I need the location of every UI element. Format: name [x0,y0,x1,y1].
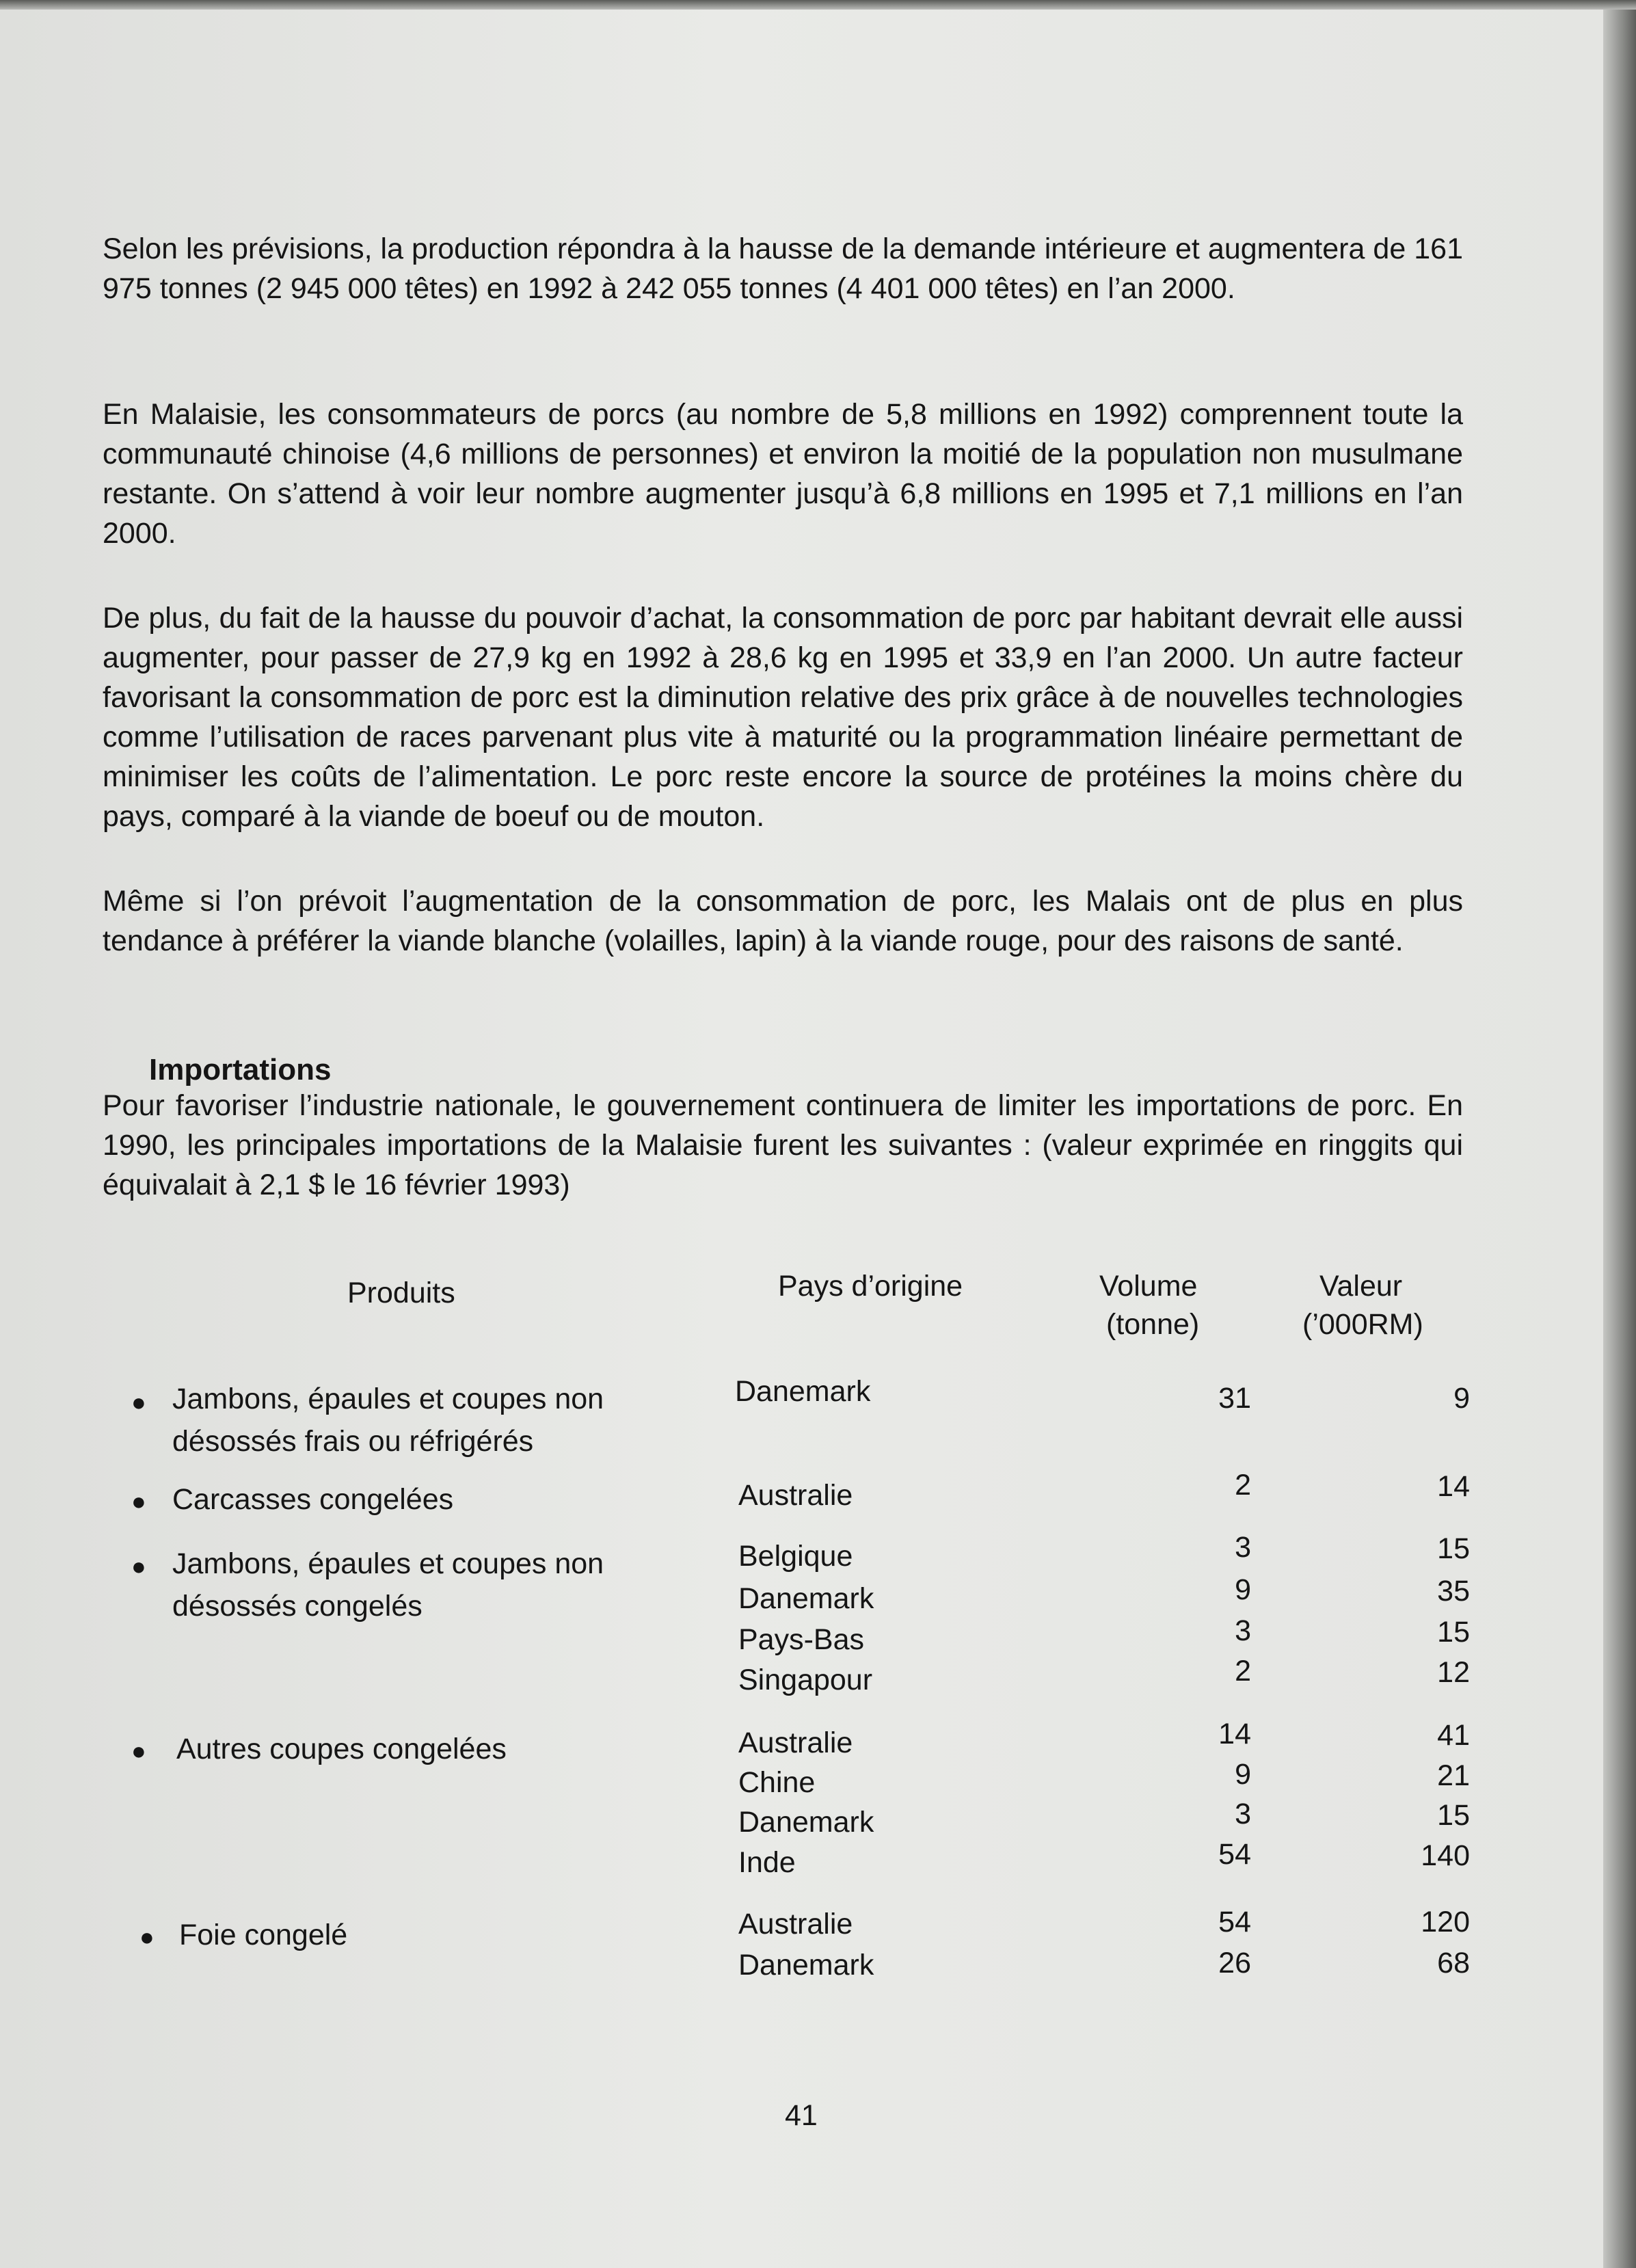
volume-cell: 26 [1218,1947,1251,1979]
volume-cell: 2 [1235,1469,1251,1502]
bullet-icon: ● [131,1487,146,1515]
country-cell: Danemark [735,1375,871,1408]
value-cell: 15 [1437,1799,1470,1832]
country-cell: Australie [738,1479,853,1512]
header-volume: Volume [1099,1270,1198,1303]
product-carcasses: Carcasses congelées [172,1483,454,1516]
paragraph-pouvoir-achat: De plus, du fait de la hausse du pouvoir d’achat, la consommation de porc par habitant devrait elle aussi augmenter, pour passer de 27,9 kg en 1992 à 28,6 kg en 1995 et 33,9 en l’an 2000. Un autre facteur favorisant la consommation de porc est la diminution relative des prix grâce à de nouvelles technologies comme l’utilisation de races parvenant plus vite à maturité ou la programmation linéaire permettant de minimiser les coûts de l’alimentation. Le porc reste encore la source de protéines la moins chère du pays, comparé à la viande de boeuf ou de mouton. [103,602,1463,833]
bullet-icon: ● [139,1923,155,1951]
country-cell: Australie [738,1908,853,1940]
country-cell: Singapour [738,1664,873,1696]
value-cell: 14 [1437,1470,1470,1503]
product-foie: Foie congelé [179,1919,348,1951]
value-cell: 9 [1453,1382,1470,1415]
header-volume-unit: (tonne) [1106,1308,1200,1341]
header-produits: Produits [347,1277,455,1309]
bullet-icon: ● [131,1388,146,1416]
country-cell: Belgique [738,1540,853,1573]
volume-cell: 9 [1235,1573,1251,1606]
value-cell: 35 [1437,1575,1470,1607]
page-edge-shadow [1603,0,1636,2268]
product-jambons-frais: Jambons, épaules et coupes non désossés frais ou réfrigérés [172,1383,604,1458]
value-cell: 21 [1437,1759,1470,1792]
value-cell: 41 [1437,1719,1470,1752]
volume-cell: 31 [1218,1382,1251,1415]
country-cell: Pays-Bas [738,1623,865,1656]
volume-cell: 3 [1235,1531,1251,1564]
value-cell: 15 [1437,1532,1470,1565]
bullet-icon: ● [131,1552,146,1580]
page-number: 41 [785,2099,818,2132]
value-cell: 68 [1437,1947,1470,1979]
bullet-icon: ● [131,1737,146,1765]
section-heading-importations: Importations [149,1053,332,1086]
value-cell: 15 [1437,1616,1470,1649]
paragraph-sante: Même si l’on prévoit l’augmentation de la consommation de porc, les Malais ont de plus en plus tendance à préférer la viande blanche (volailles, lapin) à la viande rouge, pour des raisons de santé. [103,885,1463,957]
paragraph-production: Selon les prévisions, la production répondra à la hausse de la demande intérieure et augmentera de 161 975 tonnes (2 945 000 têtes) en 1992 à 242 055 tonnes (4 401 000 têtes) en l’an 2000. [103,232,1463,305]
product-jambons-congeles: Jambons, épaules et coupes non désossés congelés [172,1547,604,1623]
country-cell: Danemark [738,1582,874,1615]
paragraph-importations: Pour favoriser l’industrie nationale, le gouvernement continuera de limiter les importations de porc. En 1990, les principales importations de la Malaisie furent les suivantes : (valeur exprimée en ringgits qui équivalait à 2,1 $ le 16 février 1993) [103,1089,1463,1201]
paragraph-consommateurs: En Malaisie, les consommateurs de porcs (au nombre de 5,8 millions en 1992) comprennent toute la communauté chinoise (4,6 millions de personnes) et environ la moitié de la population non musulmane restante. On s’attend à voir leur nombre augmenter jusqu’à 6,8 millions en 1995 et 7,1 millions en l’an 2000. [103,398,1463,550]
product-autres-coupes: Autres coupes congelées [176,1733,507,1765]
page-top-edge [0,0,1636,10]
country-cell: Australie [738,1726,853,1759]
value-cell: 120 [1421,1906,1470,1938]
volume-cell: 14 [1218,1718,1251,1750]
volume-cell: 3 [1235,1614,1251,1647]
country-cell: Danemark [738,1949,874,1982]
volume-cell: 54 [1218,1838,1251,1871]
volume-cell: 54 [1218,1906,1251,1938]
value-cell: 12 [1437,1656,1470,1689]
country-cell: Inde [738,1846,796,1879]
volume-cell: 9 [1235,1758,1251,1791]
header-valeur-unit: (’000RM) [1302,1308,1423,1341]
volume-cell: 3 [1235,1798,1251,1830]
country-cell: Danemark [738,1806,874,1839]
value-cell: 140 [1421,1839,1470,1872]
header-pays-origine: Pays d’origine [778,1270,963,1303]
volume-cell: 2 [1235,1655,1251,1687]
country-cell: Chine [738,1766,816,1799]
header-valeur: Valeur [1319,1270,1403,1303]
